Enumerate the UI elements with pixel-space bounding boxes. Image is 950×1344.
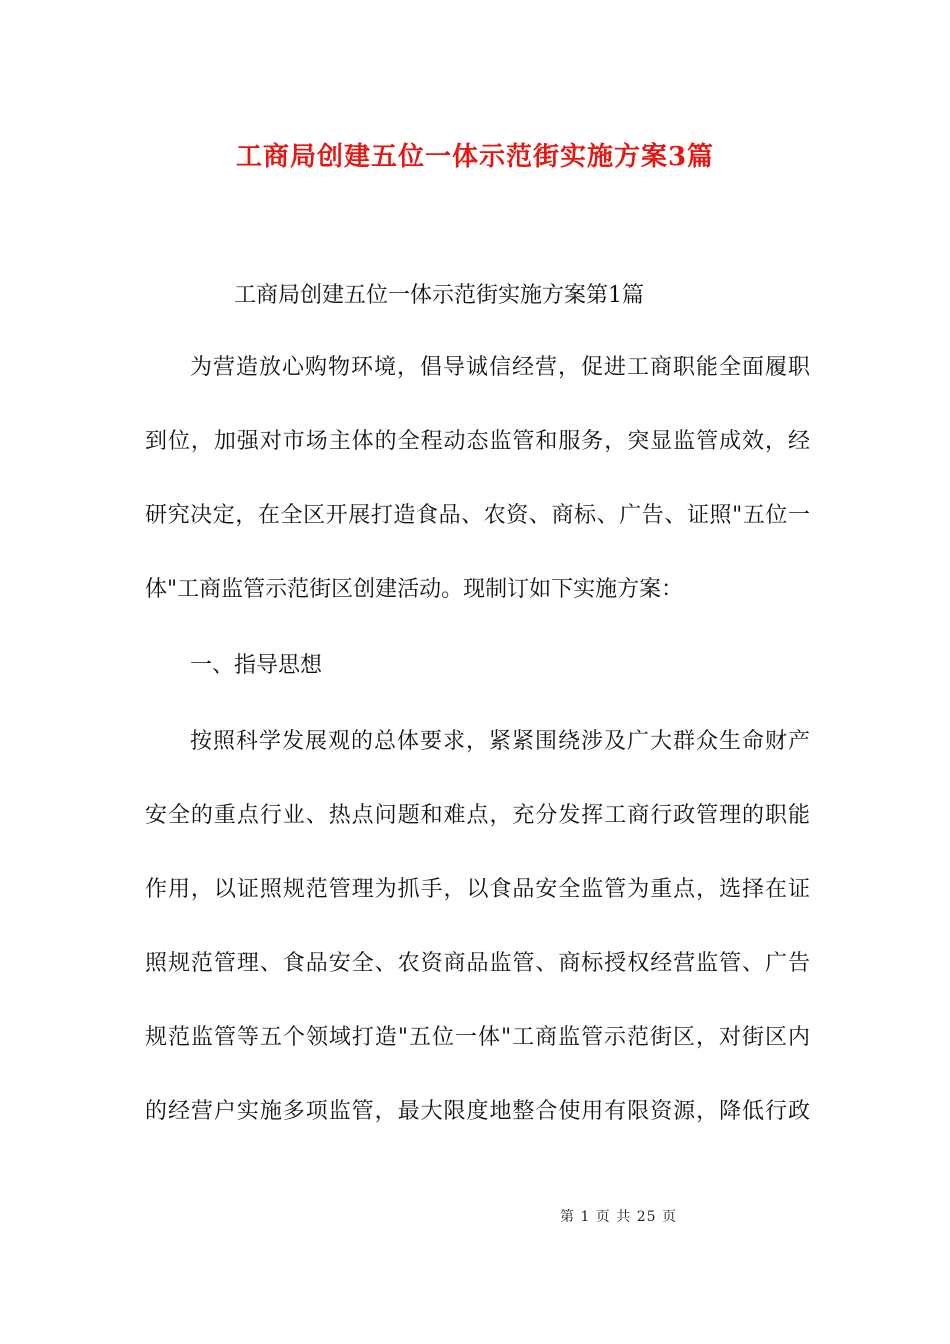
paragraph-2-line-6: 的经营户实施多项监管，最大限度地整合使用有限资源，降低行政: [145, 1099, 810, 1124]
section-heading: 工商局创建五位一体示范街实施方案第1篇: [234, 283, 644, 308]
paragraph-1-line-4: 体"工商监管示范街区创建活动。现制订如下实施方案：: [145, 577, 684, 602]
paragraph-1-line-1: 为营造放心购物环境，倡导诚信经营，促进工商职能全面履职: [190, 355, 810, 380]
paragraph-1-line-2: 到位，加强对市场主体的全程动态监管和服务，突显监管成效，经: [145, 429, 810, 454]
heading-guiding-ideology: 一、指导思想: [190, 653, 323, 678]
paragraph-2-line-5: 规范监管等五个领域打造"五位一体"工商监管示范街区，对街区内: [145, 1025, 810, 1050]
page-number-footer: 第 1 页 共 25 页: [560, 1209, 677, 1225]
document-title: 工商局创建五位一体示范街实施方案3篇: [235, 142, 715, 172]
paragraph-2-line-1: 按照科学发展观的总体要求，紧紧围绕涉及广大群众生命财产: [190, 729, 810, 754]
paragraph-1-line-3: 研究决定，在全区开展打造食品、农资、商标、广告、证照"五位一: [145, 503, 810, 528]
paragraph-2-line-4: 照规范管理、食品安全、农资商品监管、商标授权经营监管、广告: [145, 951, 810, 976]
paragraph-2-line-2: 安全的重点行业、热点问题和难点，充分发挥工商行政管理的职能: [145, 803, 810, 828]
paragraph-2-line-3: 作用，以证照规范管理为抓手，以食品安全监管为重点，选择在证: [145, 877, 810, 902]
